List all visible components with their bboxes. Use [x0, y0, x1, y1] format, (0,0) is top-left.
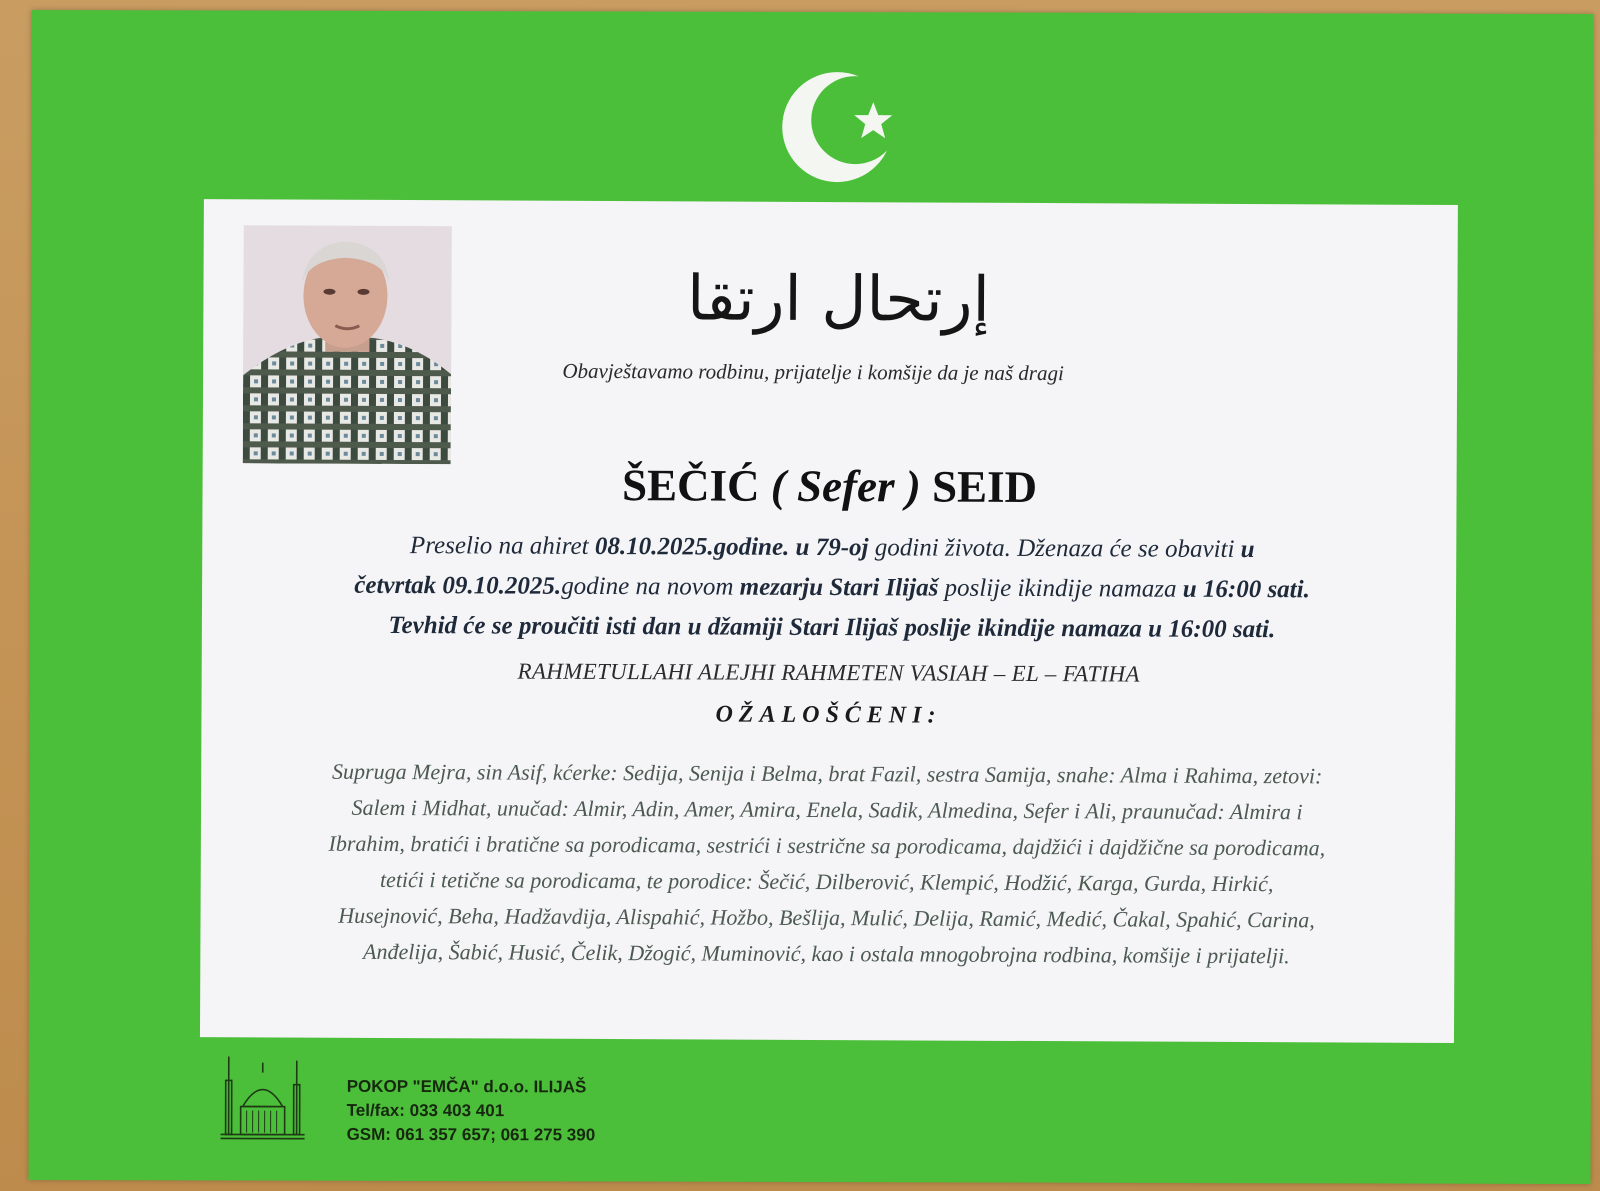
announcement-line-3: [242, 605, 1422, 651]
company-gsm: GSM: 061 357 657; 061 275 390: [346, 1124, 596, 1145]
date-of-death: 08.10.2025.godine.: [594, 532, 790, 561]
text-segment: poslije ikindije namaza: [938, 574, 1183, 603]
text-segment: godine na novom: [561, 572, 740, 601]
prayer-text: RAHMETULLAHI ALEJHI RAHMETEN VASIAH – EL – FATIHA: [517, 658, 1140, 687]
burial-place: mezarju Stari Ilijaš: [739, 573, 939, 602]
arabic-calligraphy: [683, 239, 994, 348]
obituary-poster: [28, 10, 1593, 1184]
company-tel: Tel/fax: 033 403 401: [346, 1100, 505, 1121]
family-line: Supruga Mejra, sin Asif, kćerke: Sedija, Senija i Belma, brat Fazil, sestra Samija, snahe: Alma i Rahima, zetovi:: [332, 758, 1323, 789]
portrait-photo: [243, 225, 452, 464]
tevhid-text: Tevhid će se proučiti isti dan u džamiji Stari Ilijaš poslije ikindije namaza u 16:00 sati.: [388, 611, 1276, 644]
family-line: Anđelija, Šabić, Husić, Čelik, Džogić, Muminović, kao i ostala mnogobrojna rodbina, komšije i prijatelji.: [363, 938, 1290, 969]
announcement-paragraph: [242, 525, 1423, 651]
intro-text: Obavještavamo rodbinu, prijatelje i komšije da je naš dragi: [562, 358, 1064, 386]
family-line: tetići i tetične sa porodicama, te porodice: Šečić, Dilberović, Klempić, Hodžić, Karga, Gurda, Hirkić,: [379, 866, 1274, 897]
given-name: SEID: [931, 461, 1038, 513]
text-segment: u: [1240, 535, 1255, 564]
obituary-paper: [200, 199, 1458, 1043]
age: u 79-oj: [795, 533, 869, 562]
company-name: POKOP "EMČA" d.o.o. ILIJAŠ: [346, 1076, 587, 1097]
text-segment: Preselio na ahiret: [409, 532, 595, 560]
portrait-image: [243, 225, 452, 464]
family-list: [216, 753, 1437, 975]
text-segment: godini života. Dženaza će se obaviti: [868, 534, 1241, 563]
funeral-company: [347, 1075, 596, 1148]
mourners-title: OŽALOŠĆENI:: [715, 701, 942, 729]
family-line: Ibrahim, bratići i bratične sa porodicama, sestrići i sestrične sa porodicama, dajdžići i dajdžične sa porodicama,: [328, 830, 1326, 861]
father-name: ( Sefer ): [770, 460, 921, 512]
funeral-time: u 16:00 sati.: [1182, 575, 1310, 604]
family-line: Salem i Midhat, unučad: Almir, Adin, Amer, Amira, Enela, Sadik, Almedina, Sefer i Ali, praunučad: Almira i: [351, 794, 1303, 825]
surname: ŠEČIĆ: [621, 460, 760, 511]
announcement-line-1: [242, 525, 1422, 571]
crescent-star-icon: [779, 66, 901, 188]
family-line: Husejnović, Beha, Hadžavdija, Alispahić, Hožbo, Bešlija, Mulić, Delija, Ramić, Medić, Čakal, Spahić, Carina,: [338, 902, 1315, 933]
funeral-date: četvrtak 09.10.2025.: [354, 571, 562, 600]
calligraphy-text: إرتحال ارتقا: [686, 261, 991, 336]
announcement-line-2: [242, 565, 1422, 611]
deceased-name: [202, 457, 1456, 515]
mosque-icon: [217, 1050, 309, 1142]
